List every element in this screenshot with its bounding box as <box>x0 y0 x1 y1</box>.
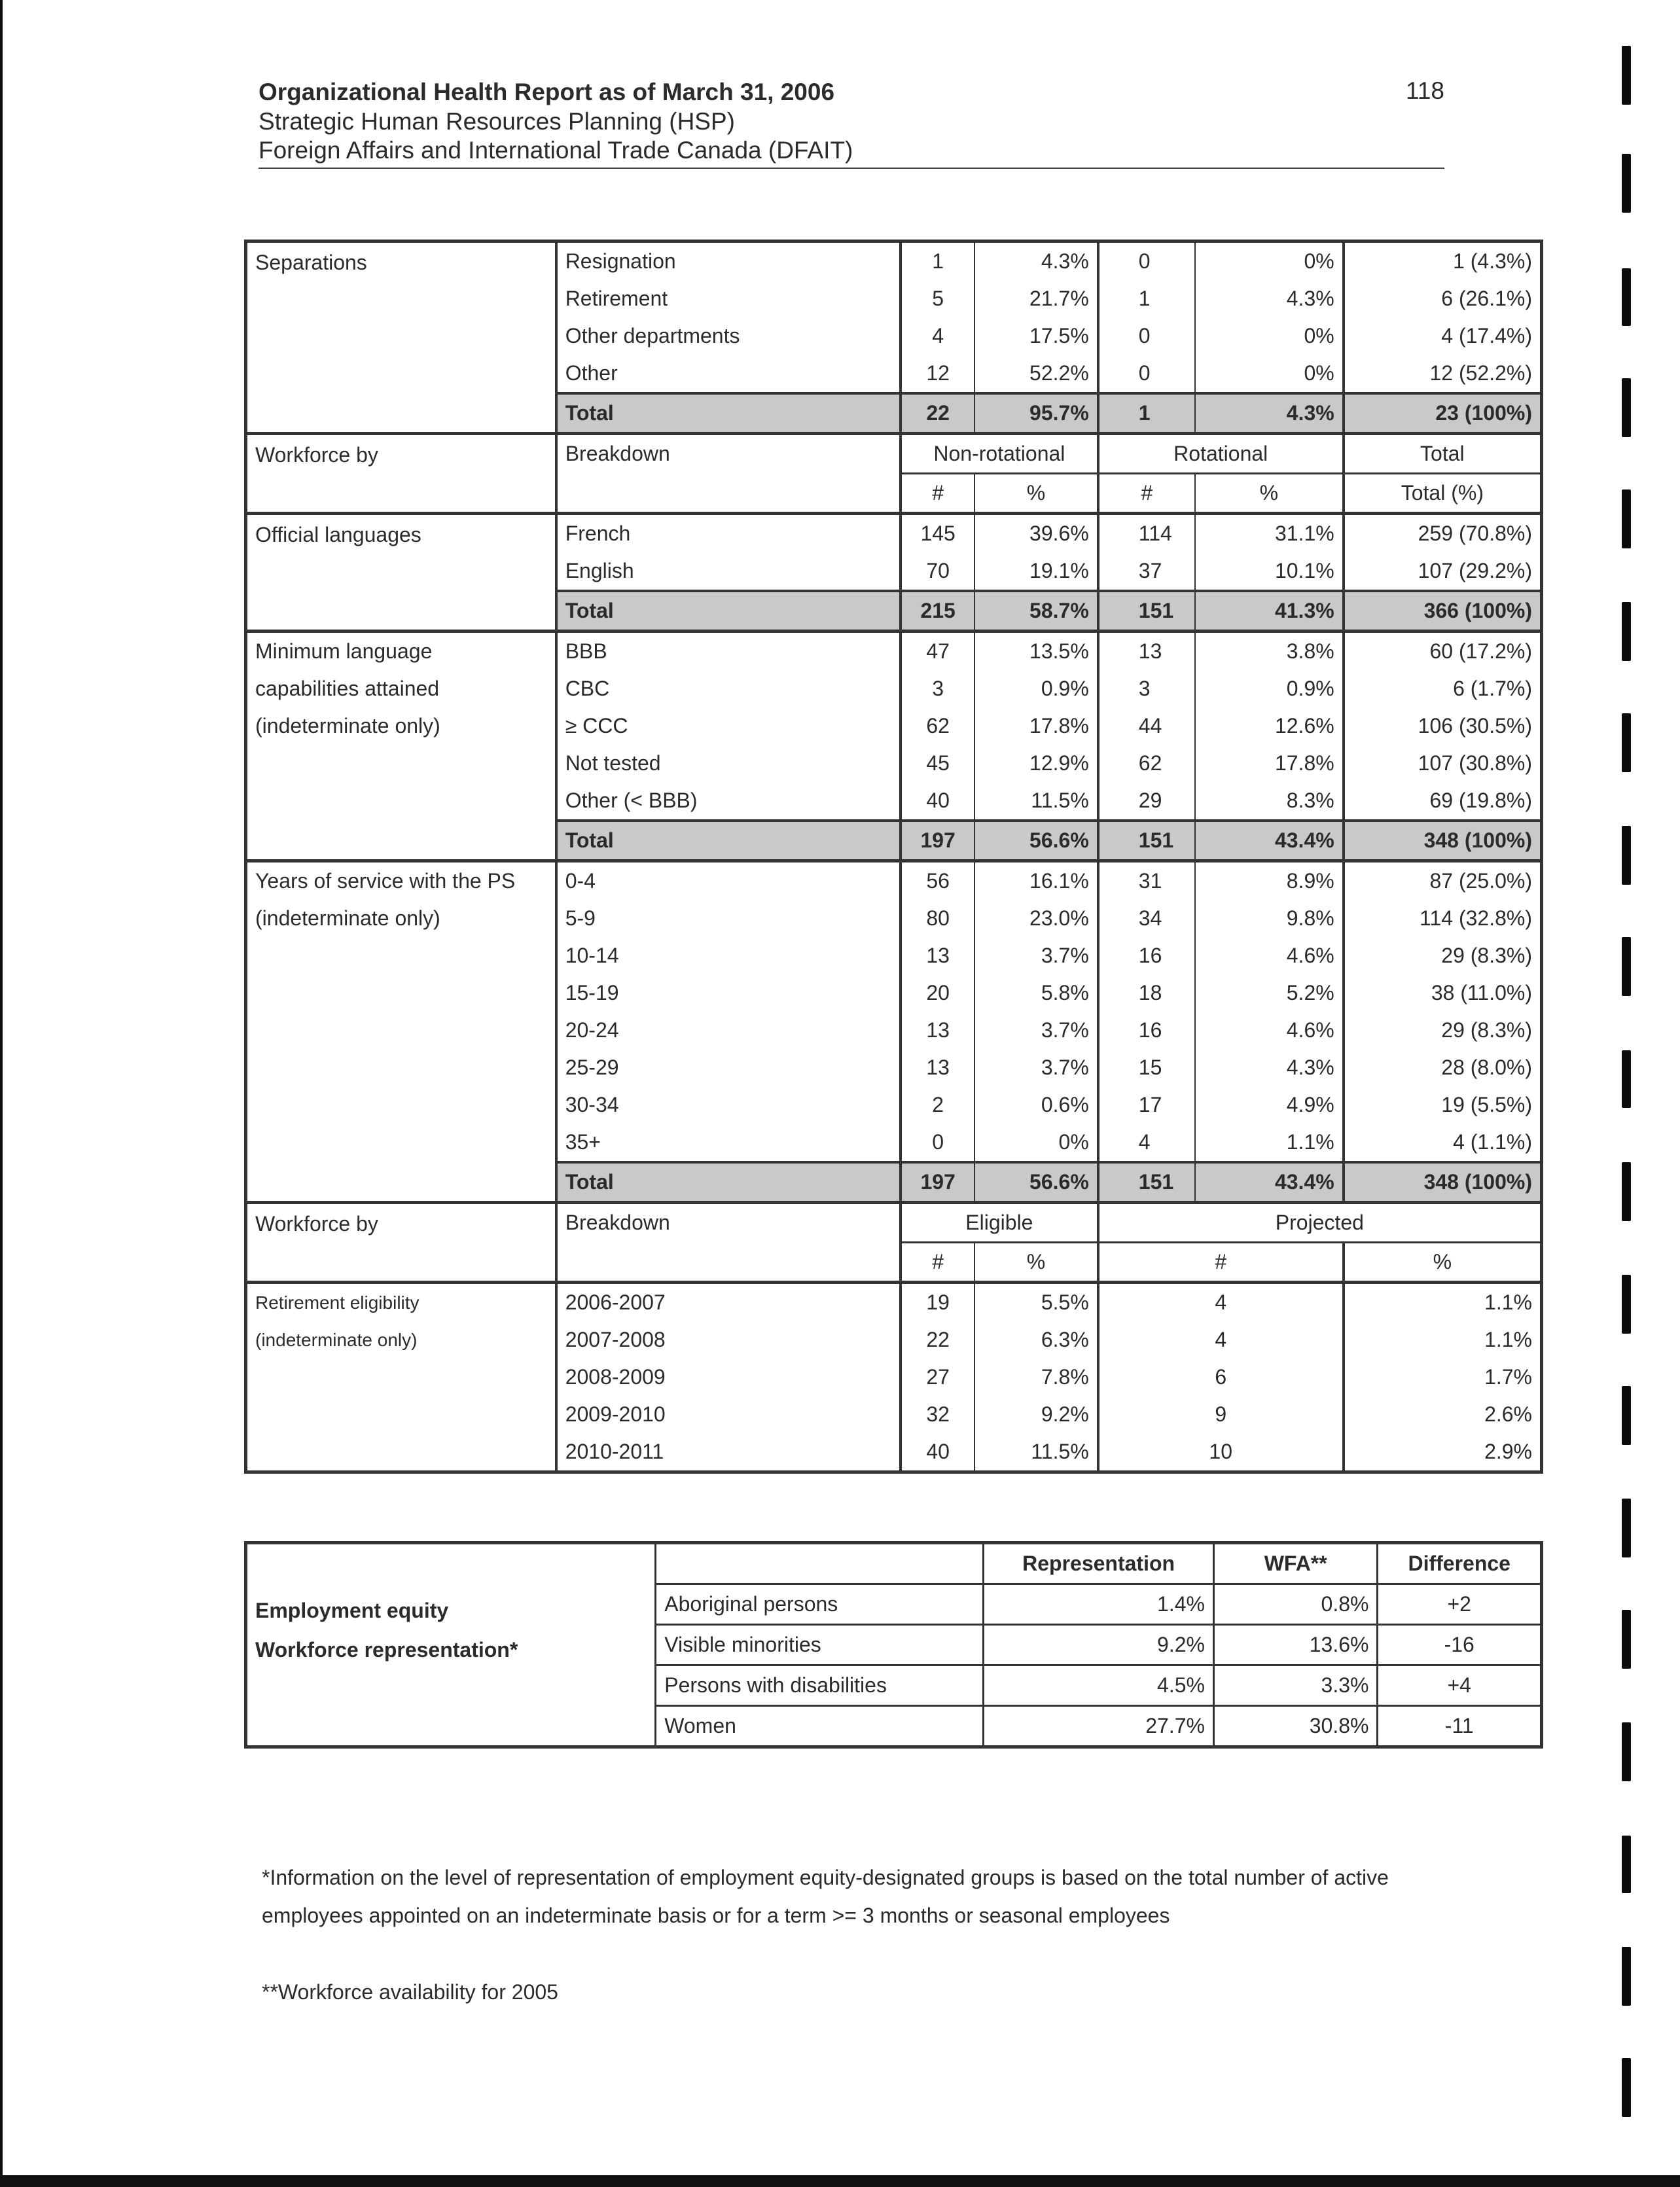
ee-wfa: 3.3% <box>1213 1665 1378 1706</box>
ee-header-row <box>246 1543 1542 1584</box>
rotational-count: 0 <box>1098 317 1195 355</box>
scan-edge-bottom <box>0 2175 1680 2187</box>
table-row <box>246 1584 1542 1625</box>
rotational-percent: 8.9% <box>1195 861 1344 900</box>
row-label: Other <box>556 355 901 393</box>
ee-row-label: Visible minorities <box>656 1625 984 1665</box>
breakdown-header: Breakdown <box>556 434 901 514</box>
total-overall: 348 (100%) <box>1344 1162 1542 1203</box>
projected-percent: 2.9% <box>1484 1440 1532 1463</box>
count-subheader: # <box>901 1243 974 1283</box>
row-label: 15-19 <box>556 974 901 1012</box>
rotational-count: 15 <box>1098 1049 1195 1086</box>
rotational-percent: 17.8% <box>1195 745 1344 782</box>
total-label: Total <box>556 1162 901 1203</box>
non-rotational-percent: 19.1% <box>974 552 1098 591</box>
eligible-count: 22 <box>901 1321 974 1359</box>
rotational-count: 114 <box>1098 514 1195 553</box>
rotational-percent: 10.1% <box>1195 552 1344 591</box>
col-representation: Representation <box>984 1543 1214 1584</box>
ee-representation: 27.7% <box>984 1706 1214 1747</box>
total-label: Total <box>556 393 901 434</box>
binding-mark <box>1622 713 1631 772</box>
non-rotational-percent: 0% <box>974 1124 1098 1162</box>
percent-subheader: % <box>974 474 1098 514</box>
ee-row-label: Women <box>656 1706 984 1747</box>
footnote-representation <box>262 1858 1453 1934</box>
non-rotational-percent: 39.6% <box>974 514 1098 553</box>
group-label-line: (indeterminate only) <box>255 906 440 930</box>
total-non-rotational-count: 215 <box>901 591 974 631</box>
projected-header: Projected <box>1098 1203 1542 1243</box>
group-label-line: capabilities attained <box>255 677 440 700</box>
footnote-wfa: **Workforce availability for 2005 <box>262 1980 558 2004</box>
eligible-percent: 5.5% <box>974 1283 1098 1322</box>
total-non-rotational-count: 22 <box>901 393 974 434</box>
rotational-count: 16 <box>1098 1012 1195 1049</box>
table-row <box>246 631 1542 671</box>
projected-percent: 2.6% <box>1484 1402 1532 1426</box>
projected-count: 4 <box>1098 1283 1344 1322</box>
total-value: 259 (70.8%) <box>1344 514 1542 553</box>
group-label-line: (indeterminate only) <box>255 714 440 738</box>
eligible-count: 32 <box>901 1396 974 1433</box>
workforce-by-label: Workforce by <box>246 434 556 514</box>
total-non-rotational-count: 197 <box>901 1162 974 1203</box>
non-rotational-count: 12 <box>901 355 974 393</box>
row-label: 2010-2011 <box>556 1433 901 1472</box>
non-rotational-count: 62 <box>901 707 974 745</box>
non-rotational-percent: 0.6% <box>974 1086 1098 1124</box>
rotational-count: 31 <box>1098 861 1195 900</box>
ee-representation: 4.5% <box>984 1665 1214 1706</box>
rotational-percent: 4.3% <box>1195 1049 1344 1086</box>
total-value: 106 (30.5%) <box>1418 714 1532 738</box>
group-label-line: (indeterminate only) <box>255 1330 418 1350</box>
binding-mark <box>1622 2058 1631 2117</box>
non-rotational-count: 145 <box>901 514 974 553</box>
table-row <box>246 1283 1542 1322</box>
row-label: 2009-2010 <box>556 1396 901 1433</box>
non-rotational-percent: 5.8% <box>974 974 1098 1012</box>
non-rotational-count: 20 <box>901 974 974 1012</box>
total-value: 28 (8.0%) <box>1441 1056 1532 1079</box>
count-subheader: # <box>1098 1243 1344 1283</box>
total-overall: 23 (100%) <box>1344 393 1542 434</box>
row-label: 5-9 <box>556 900 901 937</box>
group-label-line: Retirement eligibility <box>255 1292 420 1313</box>
eligible-count: 27 <box>901 1359 974 1396</box>
non-rotational-count: 45 <box>901 745 974 782</box>
row-label: 2008-2009 <box>556 1359 901 1396</box>
total-percent-subheader: Total (%) <box>1344 474 1542 514</box>
rotational-percent: 9.8% <box>1195 900 1344 937</box>
group-label <box>246 861 556 1203</box>
ee-group-label <box>246 1584 656 1747</box>
row-label: 2007-2008 <box>556 1321 901 1359</box>
row-label: 35+ <box>556 1124 901 1162</box>
binding-mark <box>1622 826 1631 885</box>
total-header: Total <box>1344 434 1542 474</box>
ee-row-label: Aboriginal persons <box>656 1584 984 1625</box>
row-label: ≥ CCC <box>556 707 901 745</box>
non-rotational-percent: 52.2% <box>974 355 1098 393</box>
rotational-count: 62 <box>1098 745 1195 782</box>
total-value: 1 (4.3%) <box>1453 249 1532 273</box>
projected-count: 10 <box>1098 1433 1344 1472</box>
total-value: 87 (25.0%) <box>1344 861 1542 900</box>
report-title: Organizational Health Report as of March 31, 2006 <box>259 79 835 105</box>
binding-mark <box>1622 1275 1631 1334</box>
projected-percent: 1.7% <box>1484 1365 1532 1389</box>
rotational-percent: 1.1% <box>1195 1124 1344 1162</box>
workforce-table <box>244 240 1543 1474</box>
non-rotational-count: 4 <box>901 317 974 355</box>
row-label: 2006-2007 <box>556 1283 901 1322</box>
non-rotational-percent: 11.5% <box>974 782 1098 821</box>
rotational-count: 29 <box>1098 782 1195 821</box>
ee-label-line: Workforce representation* <box>255 1637 518 1662</box>
table-row <box>246 514 1542 553</box>
rotational-header: Rotational <box>1098 434 1344 474</box>
binding-mark <box>1622 937 1631 996</box>
group-label <box>246 514 556 631</box>
binding-mark <box>1622 46 1631 105</box>
ee-difference: +2 <box>1378 1584 1542 1625</box>
group-label-text: Official languages <box>255 523 421 546</box>
ee-difference: -16 <box>1378 1625 1542 1665</box>
scan-edge-left <box>0 0 3 2187</box>
total-value: 114 (32.8%) <box>1420 906 1532 930</box>
total-value: 69 (19.8%) <box>1429 789 1532 812</box>
row-label: English <box>556 552 901 591</box>
non-rotational-count: 80 <box>901 900 974 937</box>
rotational-percent: 0% <box>1195 241 1344 281</box>
percent-subheader: % <box>974 1243 1098 1283</box>
eligible-header: Eligible <box>901 1203 1098 1243</box>
binding-mark <box>1622 1836 1631 1893</box>
ee-wfa: 13.6% <box>1213 1625 1378 1665</box>
percent-subheader: % <box>1195 474 1344 514</box>
rotational-count: 37 <box>1098 552 1195 591</box>
total-rotational-percent: 43.4% <box>1195 821 1344 861</box>
total-overall: 366 (100%) <box>1344 591 1542 631</box>
total-rotational-percent: 41.3% <box>1195 591 1344 631</box>
count-subheader: # <box>901 474 974 514</box>
total-rotational-count: 151 <box>1098 591 1195 631</box>
group-label-line: Years of service with the PS <box>255 869 516 893</box>
eligible-count: 40 <box>901 1433 974 1472</box>
total-value: 4 (1.1%) <box>1453 1130 1532 1154</box>
non-rotational-count: 47 <box>901 631 974 671</box>
eligible-count: 19 <box>901 1283 974 1322</box>
non-rotational-count: 56 <box>901 861 974 900</box>
non-rotational-percent: 17.8% <box>974 707 1098 745</box>
projected-count: 6 <box>1098 1359 1344 1396</box>
total-value: 38 (11.0%) <box>1431 981 1532 1005</box>
group-label-text: Separations <box>255 251 367 274</box>
footnote-line: employees appointed on an indeterminate basis or for a term >= 3 months or seasonal employees <box>262 1904 1170 1927</box>
ee-difference: +4 <box>1378 1665 1542 1706</box>
ee-wfa: 0.8% <box>1213 1584 1378 1625</box>
total-value: 29 (8.3%) <box>1441 944 1532 967</box>
employment-equity-table <box>244 1541 1543 1749</box>
row-label: Retirement <box>556 280 901 317</box>
ee-label-line: Employment equity <box>255 1598 449 1622</box>
non-rotational-percent: 21.7% <box>974 280 1098 317</box>
total-value: 6 (26.1%) <box>1441 287 1532 310</box>
percent-subheader: % <box>1344 1243 1542 1283</box>
non-rotational-count: 3 <box>901 670 974 707</box>
row-label: Other (< BBB) <box>556 782 901 821</box>
total-value: 60 (17.2%) <box>1344 631 1542 671</box>
non-rotational-count: 2 <box>901 1086 974 1124</box>
count-subheader: # <box>1098 474 1195 514</box>
binding-mark <box>1622 154 1631 213</box>
table-row <box>246 241 1542 281</box>
workforce-by-label: Workforce by <box>246 1203 556 1283</box>
total-value: 19 (5.5%) <box>1441 1093 1532 1116</box>
department-name: Foreign Affairs and International Trade Canada (DFAIT) <box>259 137 853 164</box>
binding-mark <box>1622 268 1631 326</box>
total-value: 4 (17.4%) <box>1441 324 1532 347</box>
rotational-percent: 4.6% <box>1195 1012 1344 1049</box>
row-label: 10-14 <box>556 937 901 974</box>
group-label <box>246 1283 556 1472</box>
breakdown-header: Breakdown <box>556 1203 901 1283</box>
column-header-row <box>246 1203 1542 1243</box>
table-row <box>246 861 1542 900</box>
row-label: French <box>556 514 901 553</box>
non-rotational-percent: 3.7% <box>974 1049 1098 1086</box>
row-label: 25-29 <box>556 1049 901 1086</box>
ee-representation: 1.4% <box>984 1584 1214 1625</box>
page-number: 118 <box>1406 77 1444 104</box>
rotational-percent: 4.3% <box>1195 280 1344 317</box>
non-rotational-count: 13 <box>901 937 974 974</box>
col-difference: Difference <box>1378 1543 1542 1584</box>
total-non-rotational-percent: 56.6% <box>974 821 1098 861</box>
total-rotational-count: 151 <box>1098 821 1195 861</box>
non-rotational-percent: 3.7% <box>974 1012 1098 1049</box>
non-rotational-count: 1 <box>901 241 974 281</box>
total-rotational-percent: 4.3% <box>1195 393 1344 434</box>
total-rotational-percent: 43.4% <box>1195 1162 1344 1203</box>
group-label <box>246 241 556 434</box>
row-label: 20-24 <box>556 1012 901 1049</box>
col-wfa: WFA** <box>1213 1543 1378 1584</box>
row-label: Not tested <box>556 745 901 782</box>
rotational-percent: 12.6% <box>1195 707 1344 745</box>
non-rotational-percent: 3.7% <box>974 937 1098 974</box>
rotational-count: 18 <box>1098 974 1195 1012</box>
non-rotational-count: 13 <box>901 1049 974 1086</box>
rotational-percent: 8.3% <box>1195 782 1344 821</box>
non-rotational-count: 40 <box>901 782 974 821</box>
report-subtitle: Strategic Human Resources Planning (HSP) <box>259 108 735 135</box>
ee-representation: 9.2% <box>984 1625 1214 1665</box>
total-value: 12 (52.2%) <box>1429 361 1532 385</box>
eligible-percent: 7.8% <box>974 1359 1098 1396</box>
ee-row-label: Persons with disabilities <box>656 1665 984 1706</box>
rotational-count: 44 <box>1098 707 1195 745</box>
rotational-count: 4 <box>1098 1124 1195 1162</box>
non-rotational-percent: 13.5% <box>974 631 1098 671</box>
total-non-rotational-count: 197 <box>901 821 974 861</box>
binding-mark <box>1622 1722 1631 1781</box>
rotational-percent: 0% <box>1195 355 1344 393</box>
ee-blank-cell <box>656 1543 984 1584</box>
eligible-percent: 6.3% <box>974 1321 1098 1359</box>
group-label-line: Minimum language <box>255 639 433 663</box>
rotational-percent: 4.6% <box>1195 937 1344 974</box>
binding-mark <box>1622 1162 1631 1221</box>
non-rotational-percent: 16.1% <box>974 861 1098 900</box>
eligible-percent: 9.2% <box>974 1396 1098 1433</box>
ee-difference: -11 <box>1378 1706 1542 1747</box>
rotational-count: 13 <box>1098 631 1195 671</box>
row-label: Other departments <box>556 317 901 355</box>
projected-count: 4 <box>1098 1321 1344 1359</box>
total-value: 107 (30.8%) <box>1418 751 1532 775</box>
total-value: 107 (29.2%) <box>1418 559 1532 582</box>
non-rotational-count: 0 <box>901 1124 974 1162</box>
group-label <box>246 631 556 861</box>
non-rotational-count: 70 <box>901 552 974 591</box>
binding-mark <box>1622 602 1631 661</box>
binding-mark <box>1622 378 1631 437</box>
total-value: 29 (8.3%) <box>1441 1018 1532 1042</box>
eligible-percent: 11.5% <box>974 1433 1098 1472</box>
row-label: Resignation <box>556 241 901 281</box>
binding-mark <box>1622 1386 1631 1445</box>
non-rotational-header: Non-rotational <box>901 434 1098 474</box>
rotational-percent: 0% <box>1195 317 1344 355</box>
rotational-count: 16 <box>1098 937 1195 974</box>
binding-mark <box>1622 489 1631 548</box>
total-rotational-count: 1 <box>1098 393 1195 434</box>
rotational-percent: 3.8% <box>1195 631 1344 671</box>
binding-mark <box>1622 1610 1631 1669</box>
binding-mark <box>1622 1050 1631 1108</box>
row-label: BBB <box>556 631 901 671</box>
rotational-count: 34 <box>1098 900 1195 937</box>
rotational-percent: 31.1% <box>1195 514 1344 553</box>
non-rotational-percent: 0.9% <box>974 670 1098 707</box>
non-rotational-percent: 4.3% <box>974 241 1098 281</box>
rotational-count: 1 <box>1098 280 1195 317</box>
projected-percent: 1.1% <box>1484 1328 1532 1351</box>
non-rotational-count: 13 <box>901 1012 974 1049</box>
footnote-line: *Information on the level of representation of employment equity-designated groups is based on the total number of active <box>262 1866 1389 1889</box>
ee-wfa: 30.8% <box>1213 1706 1378 1747</box>
rotational-count: 17 <box>1098 1086 1195 1124</box>
total-rotational-count: 151 <box>1098 1162 1195 1203</box>
total-non-rotational-percent: 56.6% <box>974 1162 1098 1203</box>
projected-count: 9 <box>1098 1396 1344 1433</box>
non-rotational-count: 5 <box>901 280 974 317</box>
projected-percent: 1.1% <box>1344 1283 1542 1322</box>
page-header <box>259 77 1444 169</box>
row-label: 30-34 <box>556 1086 901 1124</box>
row-label: CBC <box>556 670 901 707</box>
rotational-count: 3 <box>1098 670 1195 707</box>
binding-mark <box>1622 1947 1631 2006</box>
column-header-row <box>246 434 1542 474</box>
total-non-rotational-percent: 58.7% <box>974 591 1098 631</box>
rotational-count: 0 <box>1098 241 1195 281</box>
rotational-percent: 4.9% <box>1195 1086 1344 1124</box>
total-value: 6 (1.7%) <box>1453 677 1532 700</box>
rotational-count: 0 <box>1098 355 1195 393</box>
non-rotational-percent: 23.0% <box>974 900 1098 937</box>
total-overall: 348 (100%) <box>1344 821 1542 861</box>
rotational-percent: 5.2% <box>1195 974 1344 1012</box>
non-rotational-percent: 12.9% <box>974 745 1098 782</box>
ee-blank-cell <box>246 1543 656 1584</box>
row-label: 0-4 <box>556 861 901 900</box>
rotational-percent: 0.9% <box>1195 670 1344 707</box>
total-label: Total <box>556 591 901 631</box>
total-non-rotational-percent: 95.7% <box>974 393 1098 434</box>
total-label: Total <box>556 821 901 861</box>
non-rotational-percent: 17.5% <box>974 317 1098 355</box>
binding-mark <box>1622 1499 1631 1557</box>
